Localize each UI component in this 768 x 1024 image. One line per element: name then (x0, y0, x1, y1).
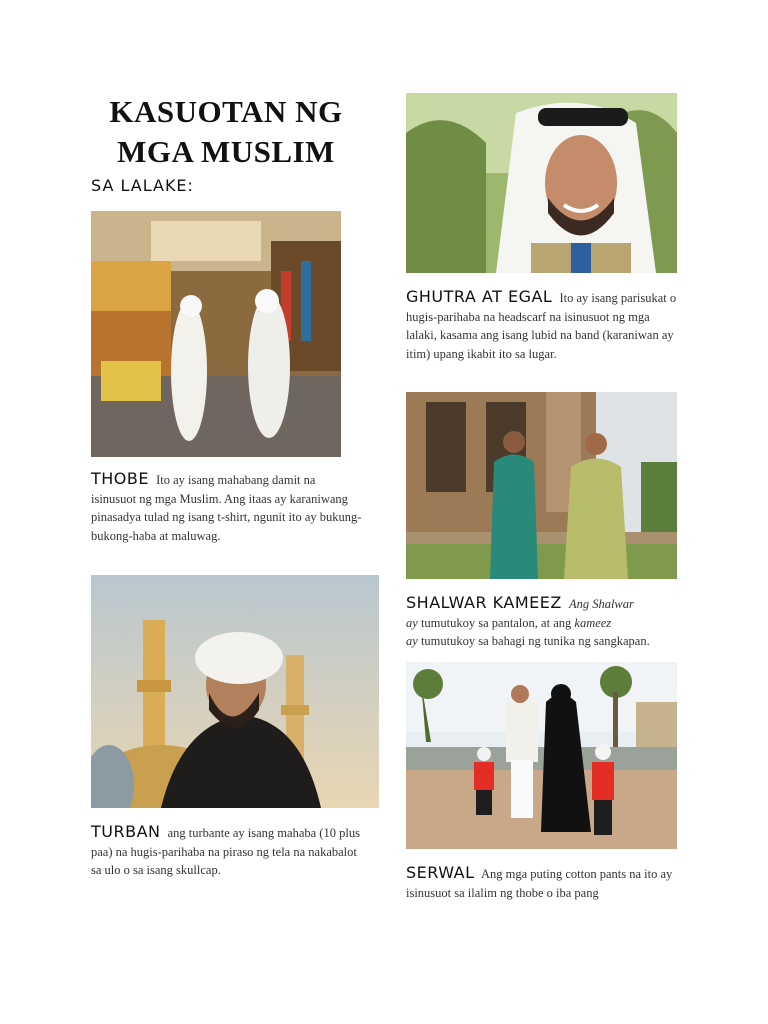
section-subhead: SA LALAKE: (91, 176, 194, 195)
turban-term: TURBAN (91, 822, 161, 841)
turban-description: ang turbante ay isang mahaba (10 plus paa) na hugis-parihaba na piraso ng tela na nakabalot sa ulo o sa isang skullcap. (91, 826, 360, 877)
turban-caption (91, 823, 363, 880)
shalwar-kameez-em-4: ay (406, 634, 418, 648)
shalwar-kameez-caption (406, 594, 678, 651)
title-line-1: KASUOTAN NG (109, 94, 343, 129)
shalwar-kameez-text-2: tumutukoy sa bahagi ng tunika ng sangkapan. (420, 634, 650, 648)
shalwar-kameez-term: SHALWAR KAMEEZ (406, 593, 562, 612)
shalwar-kameez-photo (406, 392, 677, 579)
thobe-description: Ito ay isang mahabang damit na isinusuot ng mga Muslim. Ang itaas ay karaniwang pinasadya tulad ng isang t-shirt, ngunit ito ay bukung-bukong-haba at maluwag. (91, 473, 362, 543)
ghutra-portrait-photo (406, 93, 677, 273)
serwal-caption (406, 864, 678, 902)
shalwar-kameez-text-1: tumutukoy sa pantalon, at ang (420, 615, 572, 630)
shalwar-kameez-em-2: ay (406, 615, 418, 630)
thobe-term: THOBE (91, 469, 149, 488)
ghutra-caption (406, 288, 678, 363)
turban-photo (91, 575, 379, 808)
shalwar-kameez-em-1: Ang Shalwar (568, 597, 634, 611)
page-title (90, 92, 362, 172)
title-line-2: MGA MUSLIM (117, 134, 335, 169)
thobe-market-photo (91, 211, 341, 457)
thobe-caption (91, 470, 363, 545)
serwal-family-photo (406, 662, 677, 849)
ghutra-term: GHUTRA AT EGAL (406, 287, 553, 306)
shalwar-kameez-em-3: kameez (574, 615, 612, 630)
ghutra-description: Ito ay isang parisukat o hugis-parihaba na headscarf na isinusuot ng mga lalaki, kasama ang isang lubid na band (karaniwan ay itim) upang ikabit ito sa lugar. (406, 291, 677, 361)
serwal-term: SERWAL (406, 863, 475, 882)
serwal-description: Ang mga puting cotton pants na ito ay isinusuot sa ilalim ng thobe o iba pang (406, 867, 673, 900)
